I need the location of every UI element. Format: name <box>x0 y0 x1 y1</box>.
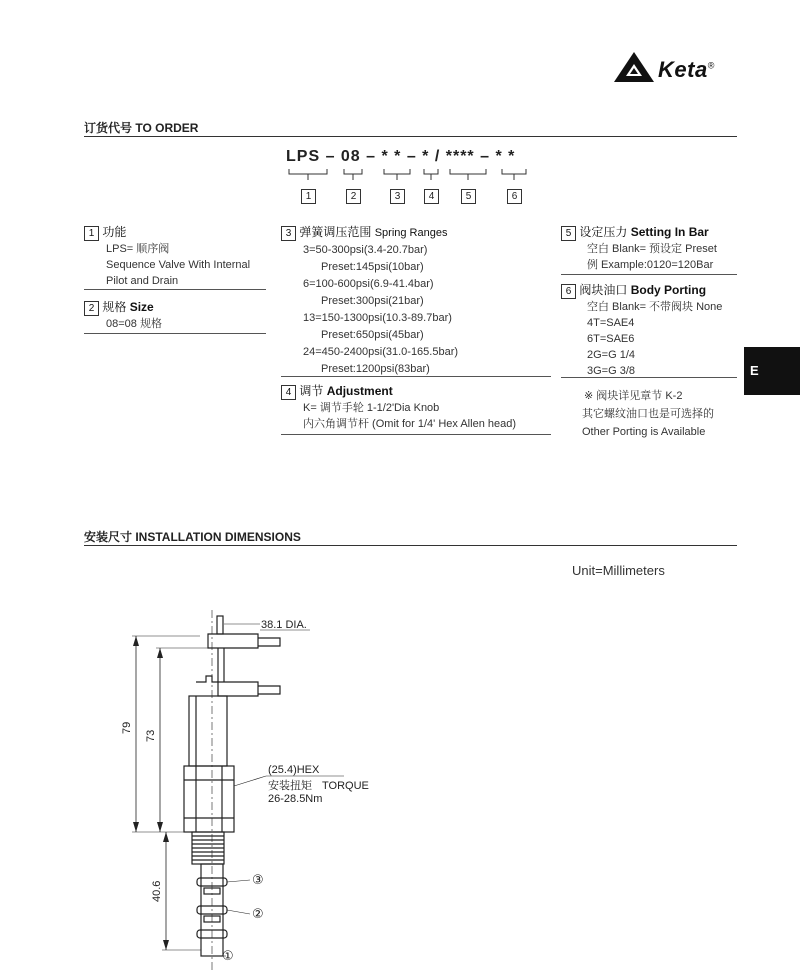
port-1-marker: ① <box>222 948 234 963</box>
order-section-title: 订货代号 TO ORDER <box>84 121 199 135</box>
valve-drawing <box>100 610 420 970</box>
code-num-3: 3 <box>390 186 405 204</box>
block6-rule <box>561 377 737 378</box>
dim-hex: (25.4)HEX <box>268 764 320 776</box>
torque-value: 26-28.5Nm <box>268 793 323 805</box>
dim-body: 73 <box>145 729 157 742</box>
block-setting: 5 设定压力 Setting In Bar 空白 Blank= 预设定 Preset 例 Example:0120=120Bar <box>561 224 737 273</box>
code-num-1: 1 <box>301 186 316 204</box>
adjust-stem <box>217 616 223 634</box>
block-body-porting: 6 阀块油口 Body Porting 空白 Blank= 不带阀块 None 4T=SAE4 6T=SAE6 2G=G 1/4 3G=G 3/8 <box>561 282 743 379</box>
order-title-rule <box>84 136 737 137</box>
upper-body <box>189 696 227 766</box>
block2-rule <box>84 333 266 334</box>
block4-rule <box>281 434 551 435</box>
brand-name: Keta® <box>658 57 715 82</box>
code-num-5: 5 <box>461 186 476 204</box>
block5-rule <box>561 274 737 275</box>
install-section-title: 安装尺寸 INSTALLATION DIMENSIONS <box>84 530 301 544</box>
knob-top <box>208 634 258 648</box>
block1-rule <box>84 289 266 290</box>
unit-label: Unit=Millimeters <box>572 563 665 578</box>
knob-bottom <box>218 682 258 696</box>
block-spring-ranges: 3 弹簧调压范围 Spring Ranges 3=50-300psi(3.4-20.7bar) Preset:145psi(10bar) 6=100-600psi(6.9-41.4bar) Preset:300psi(21bar) 13=150-1300psi(10.3-89.7bar) Preset:650psi(45bar) 24=450-2400psi(31.0-165.5bar) Preset:1200psi(83bar) <box>281 224 551 377</box>
section-tab-e[interactable]: E <box>744 347 800 395</box>
dim-cartridge: 40.6 <box>151 880 163 902</box>
dim-knob-dia: 38.1 DIA. <box>261 619 307 631</box>
dim-overall: 79 <box>121 721 133 734</box>
block3-rule <box>281 376 551 377</box>
port-2-marker: ② <box>252 906 264 921</box>
block-adjustment: 4 调节 Adjustment K= 调节手轮 1-1/2'Dia Knob 内六角调节杆 (Omit for 1/4' Hex Allen head) <box>281 383 551 432</box>
hex-body <box>184 766 234 832</box>
block-size: 2 规格 Size 08=08 规格 <box>84 299 266 332</box>
code-num-4: 4 <box>424 186 439 204</box>
code-brackets <box>280 166 540 200</box>
porting-notes: ※ 阀块详见章节 K-2 其它螺纹油口也是可选择的 Other Porting is Available <box>582 390 714 438</box>
block-function: 1 功能 LPS= 顺序阀 Sequence Valve With Internal Pilot and Drain <box>84 224 266 289</box>
code-num-6: 6 <box>507 186 522 204</box>
torque-cn: 安装扭矩 <box>268 780 312 792</box>
port-3-marker: ③ <box>252 872 264 887</box>
install-title-rule <box>84 545 737 546</box>
torque-en: TORQUE <box>322 780 369 792</box>
code-num-2: 2 <box>346 186 361 204</box>
order-code: LPS – 08 – * * – * / **** – * * <box>286 148 516 165</box>
